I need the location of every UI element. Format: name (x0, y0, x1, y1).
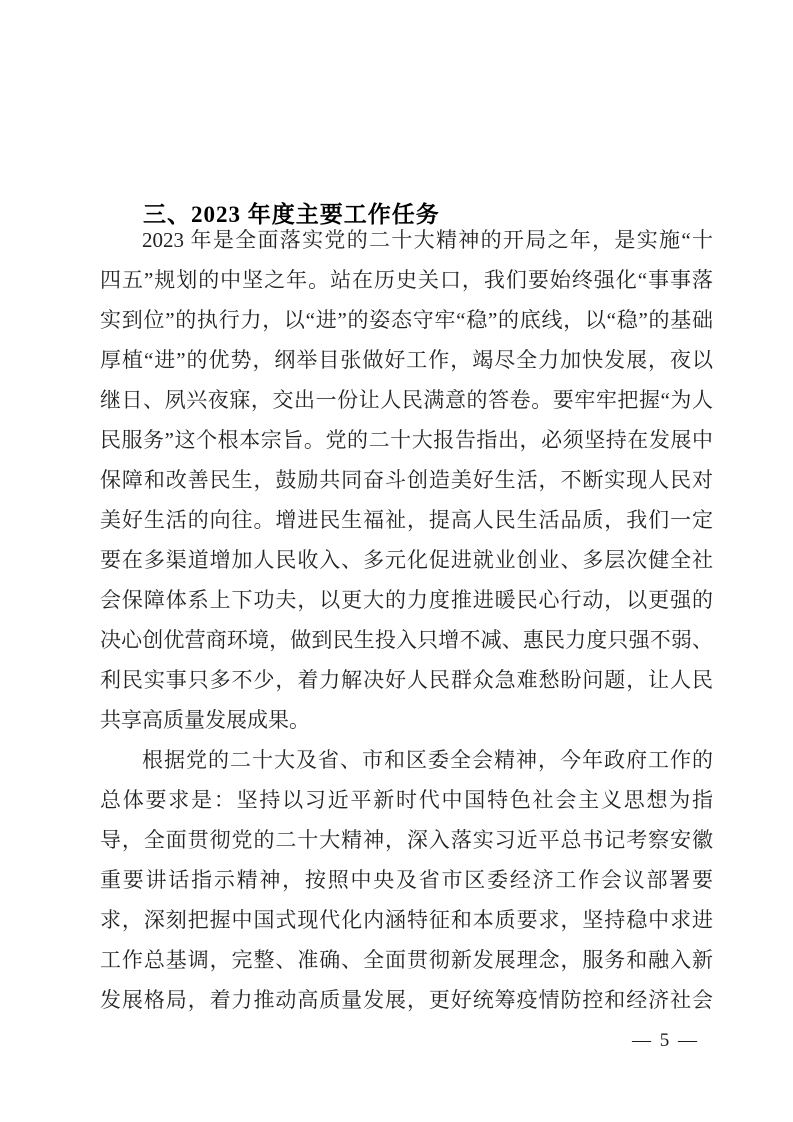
text-line: 利民实事只多不少，着力解决好人民群众急难愁盼问题，让人民 (100, 668, 713, 692)
text-line: 工作总基调，完整、准确、全面贯彻新发展理念，服务和融入新 (100, 948, 713, 972)
text-line: 要在多渠道增加人民收入、多元化促进就业创业、多层次健全社 (100, 548, 713, 572)
text-line: 美好生活的向往。增进民生福祉，提高人民生活品质，我们一定 (100, 508, 713, 532)
text-line: 重要讲话指示精神，按照中央及省市区委经济工作会议部署要 (100, 868, 713, 892)
page-number: — 5 — (632, 1030, 699, 1051)
text-line: 求，深刻把握中国式现代化内涵特征和本质要求，坚持稳中求进 (100, 908, 713, 932)
text-line: 共享高质量发展成果。 (100, 708, 310, 732)
text-line: 发展格局，着力推动高质量发展，更好统筹疫情防控和经济社会 (100, 988, 713, 1012)
text-line: 会保障体系上下功夫，以更大的力度推进暖民心行动，以更强的 (100, 588, 713, 612)
text-line: 保障和改善民生，鼓励共同奋斗创造美好生活，不断实现人民对 (100, 468, 713, 492)
text-line: 总体要求是：坚持以习近平新时代中国特色社会主义思想为指 (100, 788, 713, 812)
text-line: 厚植“进”的优势，纲举目张做好工作，竭尽全力加快发展，夜以 (100, 348, 713, 372)
section-title: 三、2023 年度主要工作任务 (143, 202, 440, 228)
text-line: 民服务”这个根本宗旨。党的二十大报告指出，必须坚持在发展中 (100, 428, 713, 452)
paragraph-1 (100, 220, 713, 740)
text-line: 继日、夙兴夜寐，交出一份让人民满意的答卷。要牢牢把握“为人 (100, 388, 713, 412)
paragraph-2 (100, 740, 713, 1020)
text-line: 四五”规划的中坚之年。站在历史关口，我们要始终强化“事事落 (100, 268, 713, 292)
text-line: 导，全面贯彻党的二十大精神，深入落实习近平总书记考察安徽 (100, 828, 713, 852)
text-line: 决心创优营商环境，做到民生投入只增不减、惠民力度只强不弱、 (100, 628, 713, 652)
body-text (100, 220, 713, 1020)
text-line: 2023 年是全面落实党的二十大精神的开局之年，是实施“十 (142, 228, 713, 252)
text-line: 根据党的二十大及省、市和区委全会精神，今年政府工作的 (142, 748, 713, 772)
text-line: 实到位”的执行力，以“进”的姿态守牢“稳”的底线，以“稳”的基础 (100, 308, 713, 332)
